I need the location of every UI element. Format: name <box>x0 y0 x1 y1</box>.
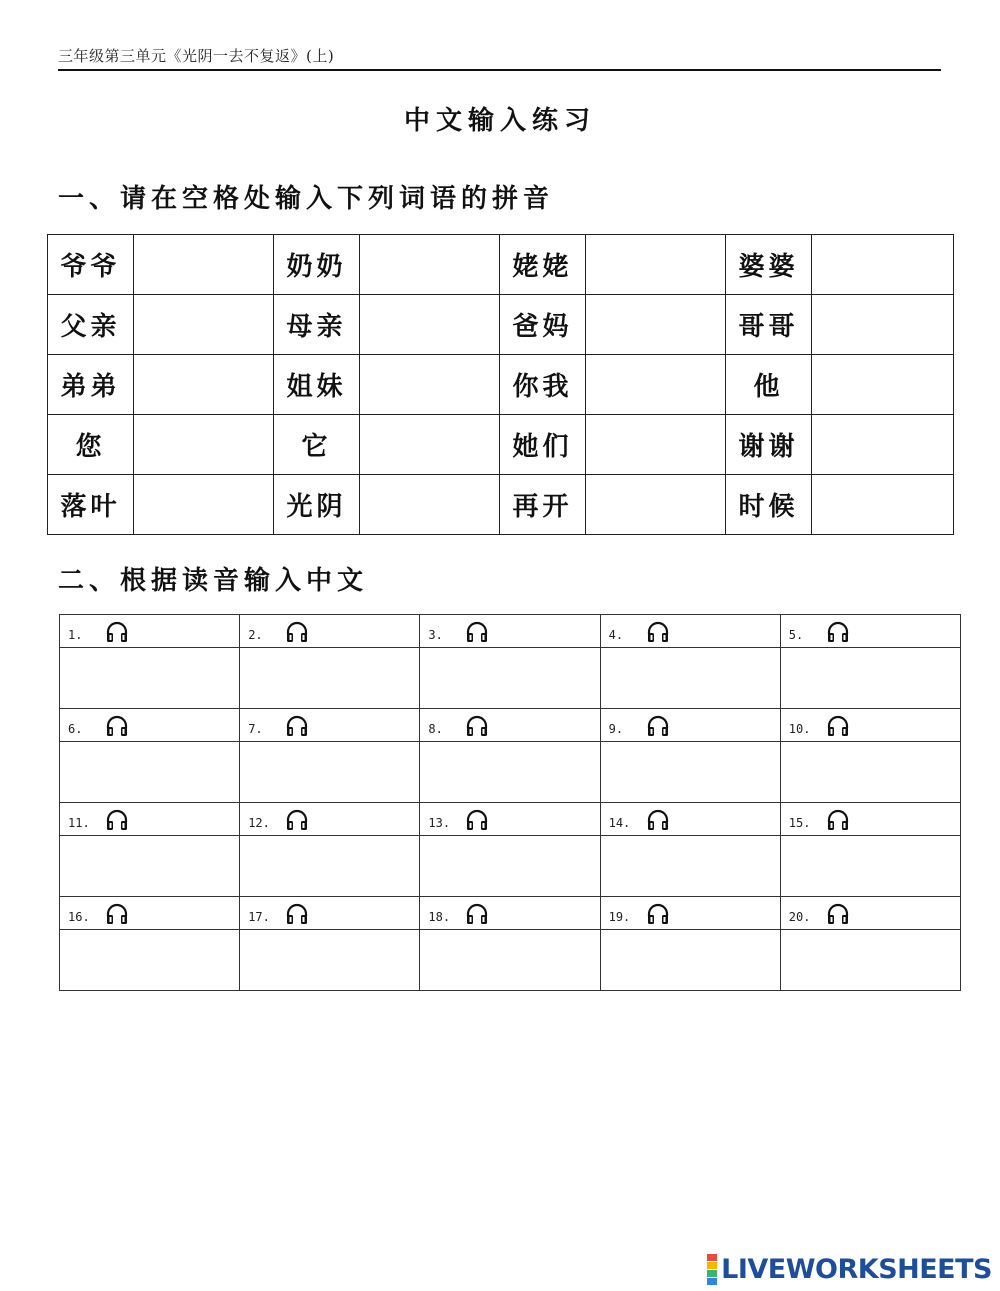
pinyin-row <box>48 415 954 475</box>
listen-answer-cell <box>240 930 420 991</box>
item-number: 20. <box>788 910 811 924</box>
item-number: 4. <box>608 628 624 642</box>
chinese-input[interactable] <box>781 648 960 708</box>
listen-item-header <box>420 615 600 648</box>
listen-answer-cell <box>60 930 240 991</box>
word-cell: 你我 <box>500 355 586 415</box>
pinyin-input[interactable] <box>360 235 499 294</box>
logo-block <box>707 1270 717 1277</box>
pinyin-input[interactable] <box>586 415 725 474</box>
item-number: 19. <box>608 910 631 924</box>
item-number: 14. <box>608 816 631 830</box>
answer-cell <box>134 295 274 355</box>
answer-cell <box>134 355 274 415</box>
listen-answer-cell <box>601 836 781 897</box>
answer-cell <box>586 355 726 415</box>
chinese-input[interactable] <box>781 742 960 802</box>
listen-answer-cell <box>420 836 600 897</box>
chinese-input[interactable] <box>781 836 960 896</box>
word-cell: 弟弟 <box>48 355 134 415</box>
answer-cell <box>812 355 954 415</box>
word-cell: 父亲 <box>48 295 134 355</box>
listen-item-header <box>60 897 240 930</box>
listen-item-header <box>781 709 961 742</box>
pinyin-row <box>48 355 954 415</box>
chinese-input[interactable] <box>420 648 599 708</box>
answer-cell <box>360 475 500 535</box>
headphones-icon[interactable] <box>826 621 850 643</box>
listen-item-header <box>420 709 600 742</box>
headphones-icon[interactable] <box>285 621 309 643</box>
headphones-icon[interactable] <box>285 715 309 737</box>
chinese-input[interactable] <box>420 930 599 990</box>
listen-item-header <box>240 897 420 930</box>
word-cell: 爸妈 <box>500 295 586 355</box>
listen-item-header <box>60 803 240 836</box>
answer-cell <box>586 295 726 355</box>
item-number: 11. <box>68 816 90 830</box>
answer-cell <box>360 415 500 475</box>
headphones-icon[interactable] <box>105 809 129 831</box>
listen-item-header <box>601 615 781 648</box>
item-number: 9. <box>608 722 624 736</box>
listen-answer-cell <box>601 742 781 803</box>
listen-item-header <box>601 897 781 930</box>
chinese-input[interactable] <box>601 648 780 708</box>
headphones-icon[interactable] <box>105 621 129 643</box>
listen-answer-cell <box>781 648 961 709</box>
pinyin-input[interactable] <box>134 415 273 474</box>
word-cell: 时候 <box>726 475 812 535</box>
listen-answer-cell <box>420 742 600 803</box>
headphones-icon[interactable] <box>465 903 489 925</box>
headphones-icon[interactable] <box>646 903 670 925</box>
pinyin-input[interactable] <box>586 355 725 414</box>
chinese-input[interactable] <box>420 836 599 896</box>
pinyin-table <box>47 234 954 535</box>
listen-item-header <box>240 709 420 742</box>
answer-cell <box>812 415 954 475</box>
word-cell: 她们 <box>500 415 586 475</box>
headphones-icon[interactable] <box>465 809 489 831</box>
pinyin-input[interactable] <box>360 295 499 354</box>
listen-answer-cell <box>240 648 420 709</box>
listen-item-header <box>240 803 420 836</box>
chinese-input[interactable] <box>240 836 419 896</box>
headphones-icon[interactable] <box>826 903 850 925</box>
chinese-input[interactable] <box>60 930 239 990</box>
word-cell: 姐妹 <box>274 355 360 415</box>
word-cell: 婆婆 <box>726 235 812 295</box>
listen-answer-cell <box>420 648 600 709</box>
chinese-input[interactable] <box>781 930 960 990</box>
item-number: 2. <box>248 628 263 642</box>
logo-mark <box>707 1253 717 1285</box>
listen-item-header <box>240 615 420 648</box>
listen-answer-cell <box>601 930 781 991</box>
pinyin-row <box>48 475 954 535</box>
listen-answer-cell <box>240 742 420 803</box>
listen-answer-cell <box>60 742 240 803</box>
word-cell: 再开 <box>500 475 586 535</box>
pinyin-input[interactable] <box>134 355 273 414</box>
chinese-input[interactable] <box>240 742 419 802</box>
headphones-icon[interactable] <box>646 621 670 643</box>
answer-cell <box>586 475 726 535</box>
headphones-icon[interactable] <box>105 903 129 925</box>
chinese-input[interactable] <box>601 836 780 896</box>
answer-cell <box>586 235 726 295</box>
pinyin-input[interactable] <box>360 355 499 414</box>
page-header: 三年级第三单元《光阴一去不复返》(上) <box>58 47 335 65</box>
item-number: 15. <box>788 816 811 830</box>
word-cell: 母亲 <box>274 295 360 355</box>
pinyin-row <box>48 235 954 295</box>
word-cell: 哥哥 <box>726 295 812 355</box>
brand-text: LIVEWORKSHEETS <box>721 1253 992 1285</box>
chinese-input[interactable] <box>420 742 599 802</box>
listen-item-header <box>601 803 781 836</box>
listening-grid <box>59 614 961 991</box>
chinese-input[interactable] <box>60 742 239 802</box>
listen-item-header <box>601 709 781 742</box>
listen-item-header <box>420 803 600 836</box>
answer-cell <box>134 475 274 535</box>
headphones-icon[interactable] <box>646 809 670 831</box>
pinyin-input[interactable] <box>812 295 953 354</box>
listen-answer-cell <box>781 836 961 897</box>
listen-item-header <box>420 897 600 930</box>
listen-answer-cell <box>781 930 961 991</box>
headphones-icon[interactable] <box>826 809 850 831</box>
chinese-input[interactable] <box>601 742 780 802</box>
pinyin-row <box>48 295 954 355</box>
logo-block <box>707 1254 717 1261</box>
listen-item-header <box>781 615 961 648</box>
headphones-icon[interactable] <box>285 903 309 925</box>
answer-cell <box>134 235 274 295</box>
answer-cell <box>360 295 500 355</box>
word-cell: 落叶 <box>48 475 134 535</box>
logo-block <box>707 1278 717 1285</box>
listen-answer-cell <box>420 930 600 991</box>
item-number: 8. <box>428 722 443 736</box>
liveworksheets-logo <box>707 1254 992 1284</box>
header-rule <box>58 69 941 71</box>
listen-answer-cell <box>60 648 240 709</box>
chinese-input[interactable] <box>60 836 239 896</box>
word-cell: 奶奶 <box>274 235 360 295</box>
chinese-input[interactable] <box>240 930 419 990</box>
pinyin-input[interactable] <box>586 295 725 354</box>
headphones-icon[interactable] <box>826 715 850 737</box>
headphones-icon[interactable] <box>465 715 489 737</box>
logo-block <box>707 1262 717 1269</box>
answer-cell <box>812 475 954 535</box>
pinyin-input[interactable] <box>812 475 953 534</box>
word-cell: 爷爷 <box>48 235 134 295</box>
item-number: 10. <box>788 722 811 736</box>
pinyin-input[interactable] <box>134 235 273 294</box>
answer-cell <box>360 235 500 295</box>
item-number: 3. <box>428 628 443 642</box>
word-cell: 姥姥 <box>500 235 586 295</box>
item-number: 7. <box>248 722 263 736</box>
item-number: 1. <box>68 628 83 642</box>
listen-item-header <box>781 897 961 930</box>
pinyin-input[interactable] <box>812 355 953 414</box>
pinyin-input[interactable] <box>360 475 499 534</box>
item-number: 6. <box>68 722 83 736</box>
word-cell: 您 <box>48 415 134 475</box>
listen-item-header <box>781 803 961 836</box>
word-cell: 谢谢 <box>726 415 812 475</box>
pinyin-input[interactable] <box>134 475 273 534</box>
answer-cell <box>812 295 954 355</box>
item-number: 16. <box>68 910 90 924</box>
page-title: 中文输入练习 <box>403 106 596 136</box>
listen-item-header <box>60 709 240 742</box>
pinyin-input[interactable] <box>812 235 953 294</box>
pinyin-input[interactable] <box>360 415 499 474</box>
listen-answer-cell <box>601 648 781 709</box>
item-number: 17. <box>248 910 270 924</box>
word-cell: 他 <box>726 355 812 415</box>
word-cell: 它 <box>274 415 360 475</box>
section1-title: 一、请在空格处输入下列词语的拼音 <box>58 184 555 214</box>
listen-item-header <box>60 615 240 648</box>
item-number: 18. <box>428 910 451 924</box>
item-number: 5. <box>788 628 804 642</box>
chinese-input[interactable] <box>240 648 419 708</box>
headphones-icon[interactable] <box>105 715 129 737</box>
word-cell: 光阴 <box>274 475 360 535</box>
headphones-icon[interactable] <box>285 809 309 831</box>
chinese-input[interactable] <box>60 648 239 708</box>
pinyin-input[interactable] <box>586 235 725 294</box>
headphones-icon[interactable] <box>646 715 670 737</box>
pinyin-input[interactable] <box>586 475 725 534</box>
chinese-input[interactable] <box>601 930 780 990</box>
item-number: 12. <box>248 816 270 830</box>
pinyin-input[interactable] <box>812 415 953 474</box>
item-number: 13. <box>428 816 451 830</box>
answer-cell <box>360 355 500 415</box>
listen-answer-cell <box>240 836 420 897</box>
headphones-icon[interactable] <box>465 621 489 643</box>
section2-title: 二、根据读音输入中文 <box>58 566 369 596</box>
listen-answer-cell <box>60 836 240 897</box>
answer-cell <box>586 415 726 475</box>
listen-answer-cell <box>781 742 961 803</box>
answer-cell <box>134 415 274 475</box>
answer-cell <box>812 235 954 295</box>
pinyin-input[interactable] <box>134 295 273 354</box>
